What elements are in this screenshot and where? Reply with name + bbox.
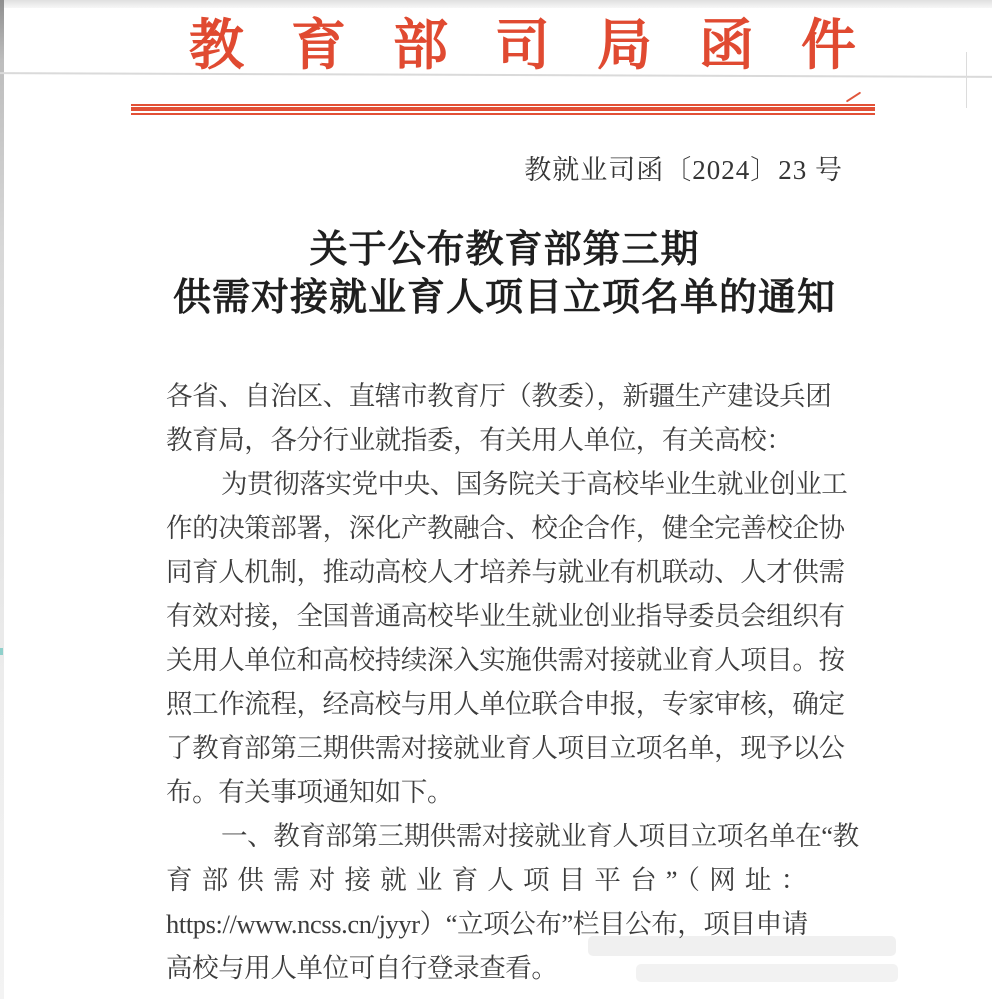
scan-speck-artifact (0, 648, 3, 655)
body-line: 为贯彻落实党中央、国务院关于高校毕业生就业创业工 (221, 469, 848, 499)
body-line: 了教育部第三期供需对接就业育人项目立项名单，现予以公 (166, 733, 845, 763)
red-rule-thick-middle (131, 107, 875, 111)
scan-right-line-artifact (966, 52, 967, 108)
red-rule-thin-bottom (131, 113, 875, 115)
body-line: 高校与用人单位可自行登录查看。 (166, 953, 558, 983)
body-line: 各省、自治区、直辖市教育厅（教委），新疆生产建设兵团 (166, 381, 832, 411)
scan-top-shadow-artifact (0, 0, 992, 8)
body-line: 同育人机制，推动高校人才培养与就业有机联动、人才供需 (166, 557, 845, 587)
document-title-line1: 关于公布教育部第三期 (309, 229, 700, 271)
scan-left-edge-artifact (0, 0, 4, 999)
red-pen-tick-artifact (846, 92, 861, 103)
body-line: 关用人单位和高校持续深入实施供需对接就业育人项目。按 (166, 645, 845, 675)
body-line-with-url: https://www.ncss.cn/jyyr）“立项公布”栏目公布，项目申请 (166, 909, 808, 939)
document-number: 教就业司函〔2024〕23 号 (524, 155, 843, 185)
red-rule-thin-top (131, 104, 875, 106)
body-line: 育部供需对接就业育人项目平台”（网址： (166, 865, 817, 895)
document-title (166, 226, 843, 322)
document-body (166, 374, 859, 990)
body-line: 布。有关事项通知如下。 (166, 777, 454, 807)
body-line: 照工作流程，经高校与用人单位联合申报，专家审核，确定 (166, 689, 845, 719)
body-line: 作的决策部署，深化产教融合、校企合作，健全完善校企协 (166, 513, 845, 543)
document-title-line2: 供需对接就业育人项目立项名单的通知 (172, 277, 836, 319)
letterhead-title: 教育部司局函件 (189, 15, 904, 76)
red-divider-rule (131, 104, 875, 115)
body-line: 一、教育部第三期供需对接就业育人项目立项名单在“教 (221, 821, 859, 851)
body-line: 教育局，各分行业就指委，有关用人单位，有关高校： (166, 425, 793, 455)
body-line: 有效对接，全国普通高校毕业生就业创业指导委员会组织有 (166, 601, 845, 631)
